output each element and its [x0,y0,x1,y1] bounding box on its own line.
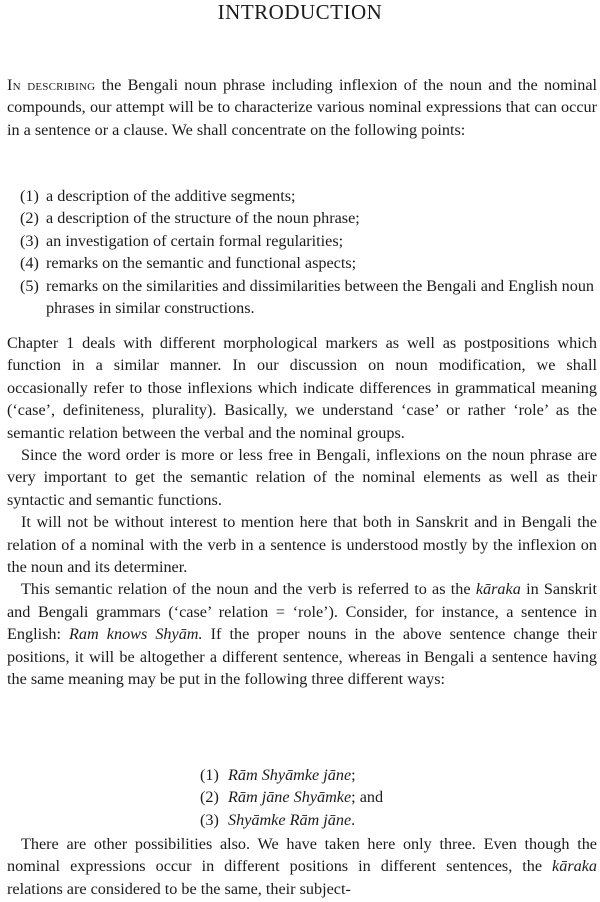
karaka-term: kāraka [475,580,521,599]
paragraph-word-order: Since the word order is more or less free in Bengali, inflexions on the noun phrase are very important to get the semantic relation of the nominal elements as well as their syntactic and semantic functions. [7,446,597,509]
page-title: INTRODUCTION [217,0,383,24]
examples-list [200,764,500,831]
karaka-text-c: If the proper nouns in the above sentence change their positions, it will be altogether a different sentence, whereas in Bengali a sentence having the same meaning may be put in the following three different ways: [7,625,597,689]
list-item-text: a description of the additive segments; [46,187,296,205]
example-number: (3) [200,810,219,829]
list-item-number: (3) [20,231,39,250]
example-sentence: Rām jāne Shyāmke [228,788,352,807]
paragraph-karaka [7,578,597,690]
karaka-term: kāraka [552,857,597,876]
body-paragraphs [7,332,597,691]
list-item [20,275,597,320]
example-number: (1) [200,766,219,784]
list-item [20,185,597,207]
paragraph-sanskrit: It will not be without interest to mention here that both in Sanskrit and in Bengali the relation of a nominal with the verb in a sentence is understood mostly by the inflexion on the noun and its determiner. [7,513,597,577]
example-tail: ; and [351,788,384,807]
example-item [200,809,500,831]
list-item-number: (2) [20,209,39,228]
paragraph-chapter-1: Chapter 1 deals with different morphological markers as well as postpositions which function in a similar manner. In our discussion on noun modification, we shall occasionally refer to those inflexions which indicate differences in grammatical meaning (‘case’, definiteness, plurality). Basically, we understand ‘case’ or rather ‘role’ as the semantic relation between the verbal and the nominal groups. [7,334,597,442]
example-tail: ; [351,766,356,784]
karaka-text-a: This semantic relation of the noun and the verb is referred to as the [21,580,476,599]
example-item [200,764,500,786]
example-item [200,786,500,808]
points-list [20,185,597,319]
list-item [20,230,597,252]
intro-paragraph [7,74,597,141]
closing-text-a: There are other possibilities also. We have taken here only three. Even though the nominal expressions occur in different positions in different sentences, the [7,835,597,876]
example-sentence: Rām Shyāmke jāne [228,766,352,784]
intro-lead: In describing [7,76,96,94]
list-item-text: remarks on the similarities and dissimilarities between the Bengali and English noun phrases in similar constructions. [46,276,595,318]
list-item [20,252,597,274]
intro-text: the Bengali noun phrase including inflexion of the noun and the nominal compounds, our attempt will be to characterize various nominal expressions that can occur in a sentence or a clause. We shall concentrate on the following points: [7,76,598,139]
karaka-text-b: in Sanskrit and Bengali grammars (‘case’ relation = ‘role’). Consider, for instance, a sentence in English: [7,580,597,644]
list-item [20,207,597,229]
english-example: Ram knows Shyām. [69,625,203,644]
list-item-text: an investigation of certain formal regularities; [46,231,344,250]
list-item-number: (5) [20,276,39,295]
example-number: (2) [200,788,219,807]
example-sentence: Shyāmke Rām jāne [228,810,352,829]
list-item-number: (1) [20,187,39,205]
list-item-text: remarks on the semantic and functional aspects; [46,254,357,273]
closing-text-b: relations are considered to be the same, their subject- [7,879,351,898]
list-item-text: a description of the structure of the noun phrase; [46,209,360,228]
example-tail: . [351,810,356,829]
list-item-number: (4) [20,254,39,273]
closing-paragraph [7,833,597,900]
